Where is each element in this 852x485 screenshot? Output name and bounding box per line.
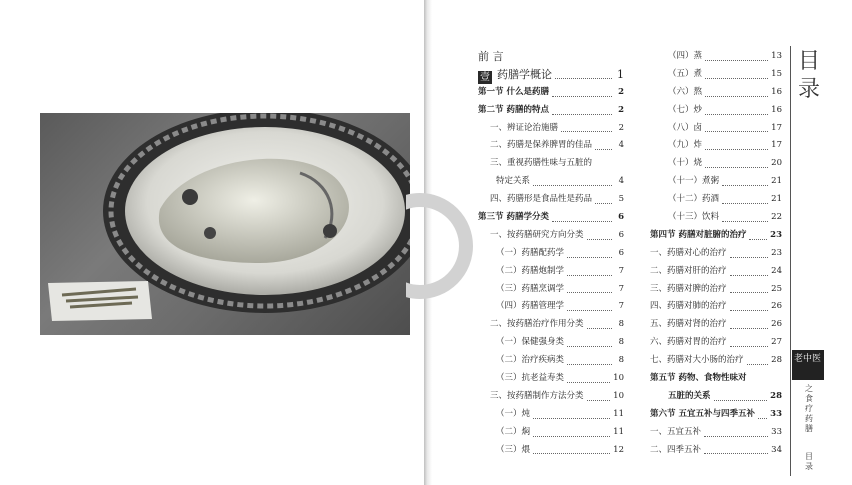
- toc-entry-title: 第三节 药膳学分类: [478, 212, 549, 222]
- toc-page-number: 17: [771, 140, 782, 151]
- chapter-badge: 壹: [480, 71, 490, 83]
- toc-entry[interactable]: [478, 316, 624, 334]
- toc-title: 目 录: [797, 49, 820, 102]
- small-toc-label: 目 录: [805, 452, 813, 471]
- toc-page-number: 23: [770, 229, 782, 240]
- toc-entry[interactable]: [650, 442, 782, 460]
- toc-entry[interactable]: [478, 155, 624, 173]
- dot-leader: [552, 114, 612, 115]
- series-subtitle: 之 食 疗 药 膳: [805, 384, 813, 433]
- toc-entry-title: 第六节 五宜五补与四季五补: [650, 408, 755, 419]
- toc-entry[interactable]: [478, 137, 624, 155]
- toc-entry[interactable]: [478, 84, 624, 102]
- toc-entry-title: （三）煨: [496, 444, 531, 455]
- toc-entry[interactable]: [650, 48, 782, 66]
- toc-entry-title: 一、药膳对心的治疗: [650, 247, 727, 258]
- toc-entry[interactable]: [650, 352, 782, 370]
- dot-leader: [587, 239, 612, 240]
- right-page: [432, 0, 852, 485]
- toc-entry[interactable]: [478, 66, 624, 84]
- toc-entry[interactable]: [650, 173, 782, 191]
- toc-page-number: 10: [613, 390, 624, 401]
- toc-entry-title: 五脏的关系: [668, 390, 711, 401]
- toc-page-number: 33: [771, 426, 782, 437]
- toc-entry[interactable]: [650, 66, 782, 84]
- toc-entry[interactable]: [478, 263, 624, 281]
- dot-leader: [595, 149, 612, 150]
- dot-leader: [533, 418, 610, 419]
- toc-entry-title: （五）煮: [668, 68, 703, 79]
- toc-entry-title: 二、药膳是保养脾胃的佳品: [490, 140, 593, 151]
- toc-entry-title: （四）药膳管理学: [496, 301, 565, 312]
- dot-leader: [567, 292, 612, 293]
- toc-page-number: 24: [771, 265, 782, 276]
- toc-column-1: [478, 48, 624, 459]
- toc-entry-title: （十三）饮料: [668, 212, 720, 222]
- toc-page-number: 2: [618, 122, 624, 133]
- toc-page-number: 22: [771, 212, 782, 222]
- toc-entry[interactable]: [478, 334, 624, 352]
- toc-entry-title: 一、按药膳研究方向分类: [490, 229, 584, 240]
- dot-leader: [722, 203, 768, 204]
- dot-leader: [533, 436, 610, 437]
- toc-entry-title: （一）药膳配药学: [496, 247, 565, 258]
- toc-page-number: 11: [613, 426, 624, 437]
- toc-page-number: 5: [618, 194, 624, 205]
- dot-leader: [730, 292, 769, 293]
- toc-entry[interactable]: [650, 263, 782, 281]
- dot-leader: [714, 400, 768, 401]
- toc-entry-title: 二、药膳对肝的治疗: [650, 265, 727, 276]
- toc-entry[interactable]: [650, 155, 782, 173]
- toc-entry-title: （七）炒: [668, 104, 703, 115]
- brand-text: 老中医: [794, 354, 822, 364]
- toc-entry-title: 特定关系: [496, 176, 531, 187]
- dot-leader: [747, 364, 769, 365]
- dot-leader: [587, 328, 612, 329]
- toc-entry-title: 第五节 药物、食物性味对: [650, 373, 747, 384]
- toc-page-number: 10: [613, 373, 624, 384]
- stewed-chicken-illustration: [40, 113, 410, 335]
- toc-page-number: 26: [771, 301, 782, 312]
- toc-entry-title: 一、五宜五补: [650, 426, 702, 437]
- left-page: [0, 0, 424, 485]
- toc-page-number: 8: [618, 319, 624, 330]
- toc-entry[interactable]: [650, 209, 782, 227]
- toc-entry-title: 二、按药膳治疗作用分类: [490, 319, 584, 330]
- toc-entry[interactable]: [478, 209, 624, 227]
- toc-page-number: 23: [771, 247, 782, 258]
- dot-leader: [722, 221, 768, 222]
- toc-entry-title: 四、药膳形是食品性是药品: [490, 194, 593, 205]
- toc-page-number: 2: [618, 104, 624, 115]
- dot-leader: [595, 203, 612, 204]
- dot-leader: [705, 60, 768, 61]
- brand-logo: [792, 350, 824, 380]
- toc-entry-title: 六、药膳对胃的治疗: [650, 337, 727, 348]
- toc-page-number: 7: [618, 265, 624, 276]
- toc-entry[interactable]: [478, 102, 624, 120]
- toc-entry[interactable]: [650, 281, 782, 299]
- dot-leader: [758, 418, 767, 419]
- toc-entry[interactable]: [478, 191, 624, 209]
- toc-entry[interactable]: [650, 334, 782, 352]
- toc-entry-title: （一）保健强身类: [496, 337, 565, 348]
- toc-entry-title: （二）药膳炮制学: [496, 265, 565, 276]
- toc-entry-title: 三、药膳对脾的治疗: [650, 283, 727, 294]
- toc-page-number: 8: [618, 355, 624, 366]
- toc-entry[interactable]: [650, 424, 782, 442]
- toc-page-number: 27: [771, 337, 782, 348]
- dot-leader: [730, 310, 769, 311]
- toc-entry-title: （三）药膳烹调学: [496, 283, 565, 294]
- toc-entry[interactable]: [650, 227, 782, 245]
- side-rule: [790, 46, 791, 476]
- toc-entry-title: 三、重视药膳性味与五脏的: [490, 158, 593, 169]
- toc-entry[interactable]: [478, 370, 624, 388]
- toc-page-number: 4: [618, 176, 624, 187]
- dot-leader: [730, 275, 769, 276]
- toc-entry[interactable]: [478, 227, 624, 245]
- toc-page-number: 17: [771, 122, 782, 133]
- dot-leader: [705, 114, 768, 115]
- dot-leader: [705, 149, 768, 150]
- toc-entry-title: （三）抗老益寿类: [496, 373, 565, 384]
- toc-page-number: 7: [618, 283, 624, 294]
- toc-entry[interactable]: [650, 388, 782, 406]
- toc-page-number: 16: [771, 86, 782, 97]
- dot-leader: [567, 382, 610, 383]
- food-photo: [40, 113, 410, 335]
- toc-entry-title: （四）蒸: [668, 50, 703, 61]
- dot-leader: [533, 453, 610, 454]
- toc-page-number: 34: [771, 444, 782, 455]
- toc-entry[interactable]: [478, 352, 624, 370]
- dot-leader: [705, 78, 768, 79]
- toc-page-number: 1: [617, 67, 624, 81]
- toc-entry[interactable]: [650, 370, 782, 388]
- toc-page-number: 6: [618, 229, 624, 240]
- dot-leader: [552, 96, 612, 97]
- toc-page-number: 13: [771, 50, 782, 61]
- toc-entry-title: （十二）药酒: [668, 194, 720, 205]
- toc-page-number: 28: [771, 355, 782, 366]
- dot-leader: [533, 185, 612, 186]
- dot-leader: [704, 436, 768, 437]
- toc-page-number: 6: [618, 212, 624, 222]
- toc-entry[interactable]: [650, 120, 782, 138]
- toc-page-number: 11: [613, 408, 624, 419]
- toc-entry[interactable]: [478, 245, 624, 263]
- dot-leader: [567, 364, 612, 365]
- toc-entry-title: 二、四季五补: [650, 444, 702, 455]
- toc-entry-title: 前 言: [478, 49, 504, 63]
- toc-entry-title: （二）焖: [496, 426, 531, 437]
- dot-leader: [705, 131, 768, 132]
- toc-entry[interactable]: [478, 281, 624, 299]
- toc-entry-title: （十一）煮粥: [668, 176, 720, 187]
- toc-entry[interactable]: [478, 388, 624, 406]
- toc-entry[interactable]: [650, 245, 782, 263]
- toc-entry[interactable]: [478, 424, 624, 442]
- toc-entry-title: 第四节 药膳对脏腑的治疗: [650, 229, 747, 240]
- toc-entry[interactable]: [478, 406, 624, 424]
- dot-leader: [730, 346, 769, 347]
- dot-leader: [561, 131, 612, 132]
- toc-page-number: 25: [771, 283, 782, 294]
- toc-entry[interactable]: [650, 102, 782, 120]
- dot-leader: [705, 167, 768, 168]
- toc-entry[interactable]: [650, 406, 782, 424]
- dot-leader: [730, 328, 769, 329]
- dot-leader: [567, 275, 612, 276]
- dot-leader: [749, 239, 767, 240]
- toc-entry-title: 一、辨证论治施膳: [490, 122, 559, 133]
- dot-leader: [552, 221, 612, 222]
- toc-page-number: 21: [771, 176, 782, 187]
- decorative-ring: [406, 190, 476, 302]
- toc-entry[interactable]: [650, 137, 782, 155]
- toc-entry-title: 第一节 什么是药膳: [478, 86, 549, 97]
- dot-leader: [705, 96, 768, 97]
- toc-entry[interactable]: [650, 298, 782, 316]
- toc-page-number: 33: [770, 408, 782, 419]
- dot-leader: [722, 185, 768, 186]
- toc-entry-title: （十）烧: [668, 158, 703, 169]
- toc-page-number: 4: [618, 140, 624, 151]
- toc-entry[interactable]: [478, 298, 624, 316]
- toc-entry-title: 三、按药膳制作方法分类: [490, 390, 584, 401]
- dot-leader: [730, 257, 769, 258]
- toc-page-number: 8: [618, 337, 624, 348]
- toc-page-number: 12: [613, 444, 624, 455]
- dot-leader: [567, 346, 612, 347]
- toc-entry[interactable]: [650, 316, 782, 334]
- toc-page-number: 15: [771, 68, 782, 79]
- toc-page-number: 26: [771, 319, 782, 330]
- toc-entry-title: 七、药膳对大小肠的治疗: [650, 355, 744, 366]
- dot-leader: [555, 78, 612, 79]
- toc-page-number: 28: [770, 390, 782, 401]
- toc-entry-title: （九）炸: [668, 140, 703, 151]
- dot-leader: [567, 310, 612, 311]
- toc-entry-title: 第二节 药膳的特点: [478, 104, 549, 115]
- toc-page-number: 6: [618, 247, 624, 258]
- toc-column-2: [650, 48, 782, 459]
- dot-leader: [704, 453, 768, 454]
- dot-leader: [587, 400, 611, 401]
- toc-page-number: 20: [771, 158, 782, 169]
- toc-entry[interactable]: [650, 191, 782, 209]
- toc-entry[interactable]: [478, 442, 624, 460]
- toc-entry[interactable]: [478, 120, 624, 138]
- toc-entry-title: （二）治疗疾病类: [496, 355, 565, 366]
- toc-entry[interactable]: [478, 48, 624, 66]
- toc-page-number: 2: [618, 86, 624, 97]
- toc-entry-title: （一）炖: [496, 408, 531, 419]
- toc-page-number: 16: [771, 104, 782, 115]
- toc-entry-title: 五、药膳对肾的治疗: [650, 319, 727, 330]
- toc-entry-title: （六）熬: [668, 86, 703, 97]
- toc-page-number: 7: [618, 301, 624, 312]
- dot-leader: [567, 257, 612, 258]
- toc-entry-title: 四、药膳对肺的治疗: [650, 301, 727, 312]
- toc-entry-title: （八）卤: [668, 122, 703, 133]
- toc-page-number: 21: [771, 194, 782, 205]
- toc-entry[interactable]: [478, 173, 624, 191]
- toc-entry-title: 药膳学概论: [497, 67, 552, 81]
- toc-entry[interactable]: [650, 84, 782, 102]
